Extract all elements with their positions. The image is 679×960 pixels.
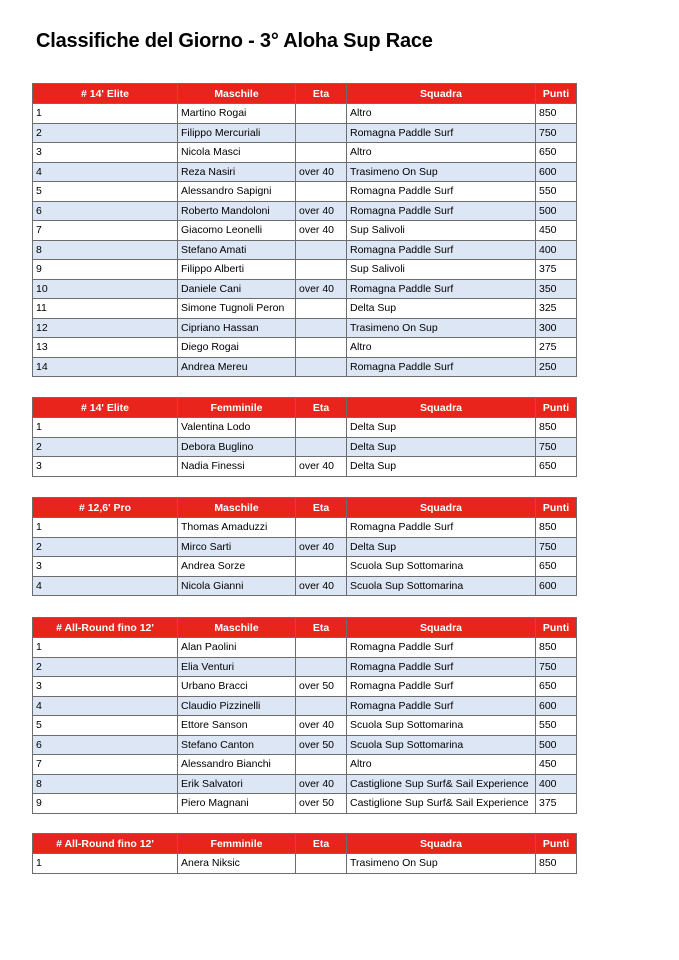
cell-athlete: Reza Nasiri: [178, 162, 296, 182]
cell-category: 7: [33, 221, 178, 241]
cell-punti: 850: [536, 854, 577, 874]
table-row: [33, 755, 577, 775]
table-row: [33, 557, 577, 577]
cell-category: 10: [33, 279, 178, 299]
cell-squadra: Romagna Paddle Surf: [347, 677, 536, 697]
table-row: [33, 357, 577, 377]
cell-punti: 400: [536, 774, 577, 794]
cell-squadra: Delta Sup: [347, 457, 536, 477]
cell-punti: 275: [536, 338, 577, 358]
cell-athlete: Stefano Amati: [178, 240, 296, 260]
cell-athlete: Cipriano Hassan: [178, 318, 296, 338]
column-header-eta: Eta: [296, 834, 347, 854]
cell-athlete: Daniele Cani: [178, 279, 296, 299]
column-header-squadra: Squadra: [347, 398, 536, 418]
cell-category: 2: [33, 123, 178, 143]
cell-squadra: Delta Sup: [347, 437, 536, 457]
table-header-row: [33, 618, 577, 638]
cell-squadra: Altro: [347, 755, 536, 775]
cell-athlete: Martino Rogai: [178, 104, 296, 124]
cell-punti: 325: [536, 299, 577, 319]
cell-eta: over 50: [296, 677, 347, 697]
cell-category: 12: [33, 318, 178, 338]
cell-punti: 450: [536, 755, 577, 775]
cell-squadra: Sup Salivoli: [347, 221, 536, 241]
cell-eta: over 40: [296, 774, 347, 794]
column-header-eta: Eta: [296, 84, 347, 104]
cell-squadra: Romagna Paddle Surf: [347, 518, 536, 538]
cell-athlete: Valentina Lodo: [178, 418, 296, 438]
cell-punti: 400: [536, 240, 577, 260]
column-header-athlete: Maschile: [178, 498, 296, 518]
column-header-category: # All-Round fino 12': [33, 834, 178, 854]
cell-squadra: Scuola Sup Sottomarina: [347, 557, 536, 577]
cell-punti: 650: [536, 457, 577, 477]
cell-punti: 300: [536, 318, 577, 338]
table-row: [33, 299, 577, 319]
cell-category: 7: [33, 755, 178, 775]
column-header-category: # 14' Elite: [33, 398, 178, 418]
cell-eta: [296, 518, 347, 538]
cell-eta: over 40: [296, 162, 347, 182]
cell-category: 8: [33, 774, 178, 794]
cell-punti: 650: [536, 557, 577, 577]
cell-category: 4: [33, 696, 178, 716]
table-row: [33, 279, 577, 299]
cell-squadra: Romagna Paddle Surf: [347, 657, 536, 677]
cell-squadra: Altro: [347, 338, 536, 358]
column-header-eta: Eta: [296, 618, 347, 638]
cell-squadra: Altro: [347, 104, 536, 124]
cell-athlete: Alessandro Sapigni: [178, 182, 296, 202]
cell-eta: [296, 557, 347, 577]
cell-punti: 850: [536, 104, 577, 124]
cell-punti: 600: [536, 696, 577, 716]
cell-athlete: Nicola Gianni: [178, 576, 296, 596]
cell-punti: 550: [536, 716, 577, 736]
cell-category: 2: [33, 537, 178, 557]
cell-athlete: Giacomo Leonelli: [178, 221, 296, 241]
cell-eta: [296, 755, 347, 775]
cell-eta: [296, 299, 347, 319]
cell-category: 6: [33, 201, 178, 221]
cell-squadra: Scuola Sup Sottomarina: [347, 576, 536, 596]
results-table-allround-12-femminile: [32, 833, 577, 874]
table-row: [33, 104, 577, 124]
cell-category: 1: [33, 418, 178, 438]
table-row: [33, 221, 577, 241]
column-header-eta: Eta: [296, 398, 347, 418]
cell-category: 5: [33, 182, 178, 202]
cell-punti: 500: [536, 735, 577, 755]
cell-athlete: Debora Buglino: [178, 437, 296, 457]
page-title: Classifiche del Giorno - 3° Aloha Sup Race: [36, 30, 433, 52]
cell-squadra: Sup Salivoli: [347, 260, 536, 280]
cell-punti: 750: [536, 657, 577, 677]
cell-punti: 550: [536, 182, 577, 202]
cell-squadra: Romagna Paddle Surf: [347, 357, 536, 377]
cell-punti: 850: [536, 638, 577, 658]
table-row: [33, 143, 577, 163]
cell-category: 4: [33, 576, 178, 596]
cell-punti: 750: [536, 537, 577, 557]
cell-eta: [296, 104, 347, 124]
table-header-row: [33, 834, 577, 854]
cell-squadra: Trasimeno On Sup: [347, 854, 536, 874]
cell-category: 1: [33, 518, 178, 538]
cell-eta: [296, 260, 347, 280]
table-header-row: [33, 498, 577, 518]
cell-squadra: Delta Sup: [347, 537, 536, 557]
cell-eta: [296, 338, 347, 358]
table-row: [33, 638, 577, 658]
table-header-row: [33, 84, 577, 104]
table-row: [33, 123, 577, 143]
column-header-athlete: Maschile: [178, 84, 296, 104]
table-row: [33, 260, 577, 280]
cell-category: 3: [33, 677, 178, 697]
cell-athlete: Ettore Sanson: [178, 716, 296, 736]
table-row: [33, 418, 577, 438]
table-row: [33, 338, 577, 358]
cell-category: 3: [33, 557, 178, 577]
cell-squadra: Delta Sup: [347, 299, 536, 319]
cell-category: 6: [33, 735, 178, 755]
cell-category: 1: [33, 638, 178, 658]
table-row: [33, 182, 577, 202]
cell-punti: 850: [536, 518, 577, 538]
table-row: [33, 696, 577, 716]
cell-athlete: Piero Magnani: [178, 794, 296, 814]
table-row: [33, 576, 577, 596]
cell-category: 2: [33, 657, 178, 677]
cell-category: 11: [33, 299, 178, 319]
cell-athlete: Andrea Sorze: [178, 557, 296, 577]
cell-category: 5: [33, 716, 178, 736]
cell-eta: [296, 123, 347, 143]
column-header-athlete: Femminile: [178, 834, 296, 854]
cell-athlete: Anera Niksic: [178, 854, 296, 874]
column-header-squadra: Squadra: [347, 618, 536, 638]
cell-punti: 350: [536, 279, 577, 299]
cell-squadra: Trasimeno On Sup: [347, 318, 536, 338]
cell-athlete: Filippo Alberti: [178, 260, 296, 280]
cell-punti: 750: [536, 123, 577, 143]
column-header-punti: Punti: [536, 834, 577, 854]
cell-athlete: Andrea Mereu: [178, 357, 296, 377]
cell-category: 9: [33, 260, 178, 280]
cell-squadra: Castiglione Sup Surf& Sail Experience: [347, 774, 536, 794]
cell-athlete: Elia Venturi: [178, 657, 296, 677]
cell-category: 14: [33, 357, 178, 377]
column-header-athlete: Maschile: [178, 618, 296, 638]
cell-eta: over 40: [296, 221, 347, 241]
cell-squadra: Castiglione Sup Surf& Sail Experience: [347, 794, 536, 814]
cell-athlete: Alessandro Bianchi: [178, 755, 296, 775]
table-row: [33, 162, 577, 182]
cell-athlete: Nadia Finessi: [178, 457, 296, 477]
column-header-punti: Punti: [536, 84, 577, 104]
cell-athlete: Roberto Mandoloni: [178, 201, 296, 221]
cell-category: 3: [33, 457, 178, 477]
cell-category: 13: [33, 338, 178, 358]
cell-athlete: Diego Rogai: [178, 338, 296, 358]
cell-squadra: Romagna Paddle Surf: [347, 638, 536, 658]
cell-athlete: Thomas Amaduzzi: [178, 518, 296, 538]
cell-eta: over 40: [296, 576, 347, 596]
table-row: [33, 657, 577, 677]
column-header-punti: Punti: [536, 398, 577, 418]
cell-squadra: Romagna Paddle Surf: [347, 696, 536, 716]
table-row: [33, 457, 577, 477]
cell-athlete: Stefano Canton: [178, 735, 296, 755]
column-header-category: # All-Round fino 12': [33, 618, 178, 638]
cell-punti: 500: [536, 201, 577, 221]
cell-eta: over 50: [296, 735, 347, 755]
cell-athlete: Nicola Masci: [178, 143, 296, 163]
cell-eta: [296, 854, 347, 874]
table-row: [33, 854, 577, 874]
cell-squadra: Romagna Paddle Surf: [347, 201, 536, 221]
results-table-allround-12-maschile: [32, 617, 577, 814]
cell-punti: 750: [536, 437, 577, 457]
cell-squadra: Romagna Paddle Surf: [347, 240, 536, 260]
cell-squadra: Scuola Sup Sottomarina: [347, 716, 536, 736]
table-row: [33, 318, 577, 338]
table-row: [33, 774, 577, 794]
cell-squadra: Delta Sup: [347, 418, 536, 438]
results-table-elite-14-femminile: [32, 397, 577, 477]
table-row: [33, 437, 577, 457]
cell-squadra: Scuola Sup Sottomarina: [347, 735, 536, 755]
cell-eta: [296, 357, 347, 377]
table-row: [33, 735, 577, 755]
cell-eta: [296, 437, 347, 457]
cell-athlete: Erik Salvatori: [178, 774, 296, 794]
cell-punti: 375: [536, 260, 577, 280]
column-header-squadra: Squadra: [347, 84, 536, 104]
table-row: [33, 794, 577, 814]
table-header-row: [33, 398, 577, 418]
cell-eta: over 50: [296, 794, 347, 814]
results-table-elite-14-maschile: [32, 83, 577, 377]
cell-eta: [296, 318, 347, 338]
table-row: [33, 716, 577, 736]
cell-eta: [296, 638, 347, 658]
cell-athlete: Mirco Sarti: [178, 537, 296, 557]
cell-athlete: Claudio Pizzinelli: [178, 696, 296, 716]
results-table-pro-126-maschile: [32, 497, 577, 596]
cell-category: 2: [33, 437, 178, 457]
cell-punti: 250: [536, 357, 577, 377]
cell-category: 4: [33, 162, 178, 182]
cell-punti: 850: [536, 418, 577, 438]
cell-category: 8: [33, 240, 178, 260]
cell-eta: [296, 143, 347, 163]
column-header-punti: Punti: [536, 498, 577, 518]
cell-squadra: Romagna Paddle Surf: [347, 182, 536, 202]
cell-athlete: Urbano Bracci: [178, 677, 296, 697]
cell-punti: 450: [536, 221, 577, 241]
table-row: [33, 518, 577, 538]
cell-punti: 650: [536, 677, 577, 697]
cell-athlete: Filippo Mercuriali: [178, 123, 296, 143]
cell-athlete: Simone Tugnoli Peron: [178, 299, 296, 319]
cell-eta: [296, 240, 347, 260]
cell-eta: over 40: [296, 716, 347, 736]
cell-eta: over 40: [296, 457, 347, 477]
column-header-squadra: Squadra: [347, 834, 536, 854]
cell-punti: 650: [536, 143, 577, 163]
cell-category: 9: [33, 794, 178, 814]
cell-category: 1: [33, 854, 178, 874]
cell-punti: 375: [536, 794, 577, 814]
table-row: [33, 240, 577, 260]
column-header-athlete: Femminile: [178, 398, 296, 418]
table-row: [33, 201, 577, 221]
cell-category: 3: [33, 143, 178, 163]
column-header-squadra: Squadra: [347, 498, 536, 518]
cell-squadra: Trasimeno On Sup: [347, 162, 536, 182]
cell-punti: 600: [536, 162, 577, 182]
cell-eta: over 40: [296, 279, 347, 299]
column-header-category: # 12,6' Pro: [33, 498, 178, 518]
cell-category: 1: [33, 104, 178, 124]
cell-squadra: Altro: [347, 143, 536, 163]
cell-eta: over 40: [296, 201, 347, 221]
cell-squadra: Romagna Paddle Surf: [347, 279, 536, 299]
column-header-category: # 14' Elite: [33, 84, 178, 104]
cell-athlete: Alan Paolini: [178, 638, 296, 658]
column-header-punti: Punti: [536, 618, 577, 638]
cell-eta: [296, 182, 347, 202]
table-row: [33, 537, 577, 557]
cell-eta: [296, 696, 347, 716]
cell-squadra: Romagna Paddle Surf: [347, 123, 536, 143]
cell-eta: [296, 657, 347, 677]
table-row: [33, 677, 577, 697]
cell-eta: [296, 418, 347, 438]
cell-punti: 600: [536, 576, 577, 596]
column-header-eta: Eta: [296, 498, 347, 518]
cell-eta: over 40: [296, 537, 347, 557]
